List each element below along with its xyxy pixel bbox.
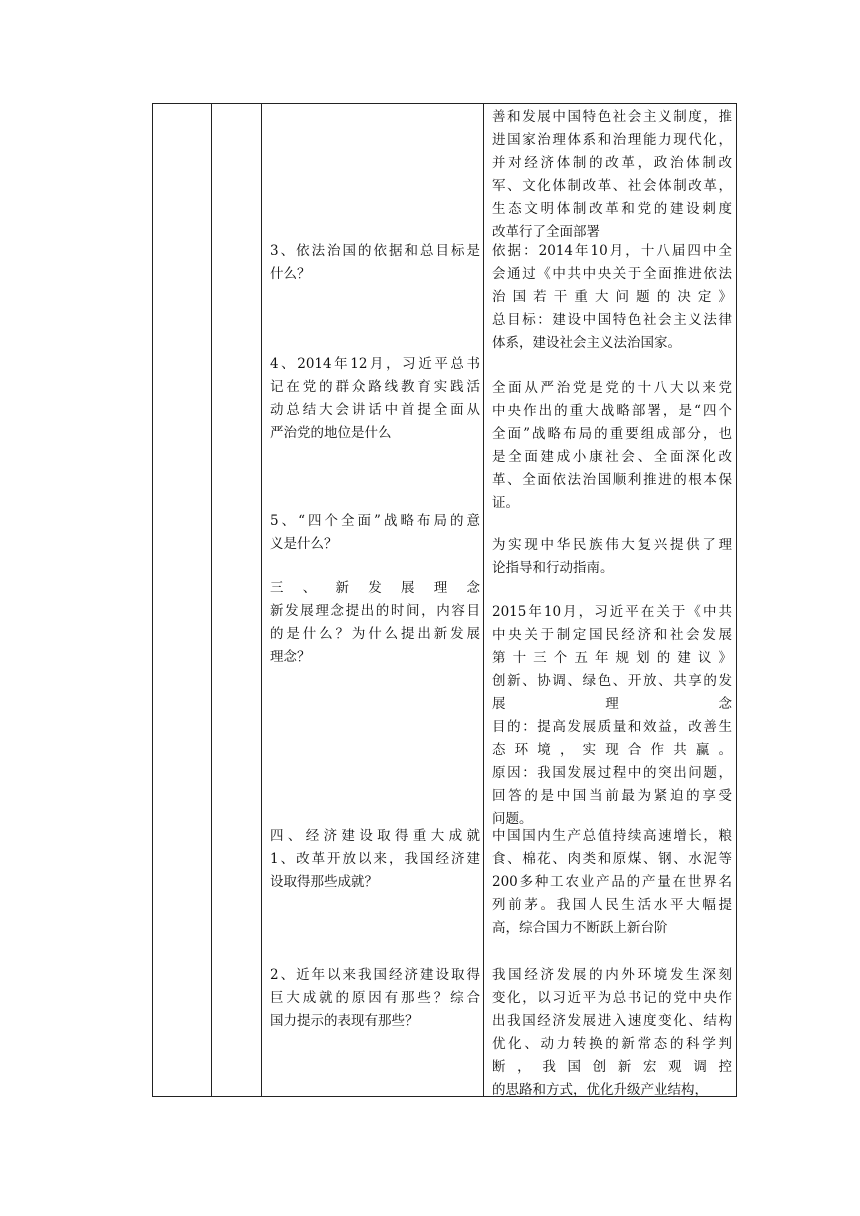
question-line: 的是什么？为什么提出新发展: [270, 626, 480, 642]
question-line: 严治党的地位是什么: [270, 425, 392, 441]
answer-line: 2015年10月，习近平在关于《中共: [492, 604, 732, 620]
column-divider: [211, 104, 212, 1096]
answer-line: 变化，以习近平为总书记的党中央作: [492, 990, 732, 1006]
column-divider: [483, 104, 484, 1096]
answer-line: 是全面建成小康社会、全面深化改: [492, 449, 732, 465]
question-line: 三、新发展理念: [270, 580, 480, 596]
question-line: 3、依法治国的依据和总目标是: [270, 243, 480, 259]
question-line: 什么？: [270, 266, 311, 282]
answer-line: 展理念: [492, 696, 732, 712]
question-line: 1、改革开放以来，我国经济建: [270, 851, 480, 867]
answer-line: 总目标：建设中国特色社会主义法律: [492, 312, 732, 328]
answer-line: 善和发展中国特色社会主义制度，推: [492, 109, 732, 125]
question-line: 5、“四个全面”战略布局的意: [270, 513, 480, 529]
answer-line: 回答的是中国当前最为紧迫的享受: [492, 788, 732, 804]
question-line: 设取得那些成就？: [270, 874, 378, 890]
answer-line: 军、文化体制改革、社会体制改革，: [492, 178, 732, 194]
question-line: 四、经济建设取得重大成就: [270, 828, 480, 844]
answer-line: 全面”战略布局的重要组成部分，也: [492, 426, 732, 442]
answer-line: 优化、动力转换的新常态的科学判: [492, 1036, 732, 1052]
answer-line: 论指导和行动指南。: [492, 560, 614, 576]
question-line: 4、2014年12月，习近平总书: [270, 356, 480, 372]
answer-line: 原因：我国发展过程中的突出问题，: [492, 765, 732, 781]
answer-line: 为实现中华民族伟大复兴提供了理: [492, 537, 732, 553]
answer-line: 会通过《中共中央关于全面推进依法: [492, 266, 732, 282]
answer-line: 我国经济发展的内外环境发生深刻: [492, 967, 732, 983]
answer-line: 体系，建设社会主义法治国家。: [492, 335, 681, 351]
question-line: 国力提示的表现有那些？: [270, 1013, 419, 1029]
column-divider: [261, 104, 262, 1096]
answer-line: 断，我国创新宏观调控: [492, 1059, 732, 1075]
answer-line: 态环境，实现合作共赢。: [492, 742, 732, 758]
answer-line: 改革行了全面部署: [492, 224, 600, 240]
answer-line: 目的：提高发展质量和效益，改善生: [492, 719, 732, 735]
answer-line: 高，综合国力不断跃上新台阶: [492, 920, 668, 936]
answer-line: 出我国经济发展进入速度变化、结构: [492, 1013, 732, 1029]
answer-line: 中央关于制定国民经济和社会发展: [492, 627, 732, 643]
question-line: 理念？: [270, 649, 311, 665]
answer-line: 革、全面依法治国顺利推进的根本保: [492, 472, 732, 488]
answer-line: 依据：2014年10月，十八届四中全: [492, 243, 732, 259]
answer-line: 全面从严治党是党的十八大以来党: [492, 380, 732, 396]
answer-line: 进国家治理体系和治理能力现代化，: [492, 132, 732, 148]
answer-line: 并对经济体制的改革，政治体制改: [492, 155, 732, 171]
question-line: 义是什么？: [270, 536, 338, 552]
answer-line: 治国若干重大问题的决定》: [492, 289, 732, 305]
question-line: 记在党的群众路线教育实践活: [270, 379, 480, 395]
answer-line: 列前茅。我国人民生活水平大幅提: [492, 897, 732, 913]
question-line: 动总结大会讲话中首提全面从: [270, 402, 480, 418]
answer-line: 第十三个五年规划的建议》: [492, 650, 732, 666]
question-line: 2、近年以来我国经济建设取得: [270, 967, 480, 983]
answer-line: 中央作出的重大战略部署，是“四个: [492, 403, 732, 419]
question-line: 巨大成就的原因有那些？综合: [270, 990, 480, 1006]
answer-line: 中国国内生产总值持续高速增长，粮: [492, 828, 732, 844]
answer-line: 的思路和方式，优化升级产业结构，: [492, 1082, 708, 1098]
answer-line: 200多种工农业产品的产量在世界名: [492, 874, 732, 890]
question-line: 新发展理念提出的时间，内容目: [270, 603, 480, 619]
answer-line: 食、棉花、肉类和原煤、钢、水泥等: [492, 851, 732, 867]
answer-line: 生态文明体制改革和党的建设刺度: [492, 201, 732, 217]
answer-line: 创新、协调、绿色、开放、共享的发: [492, 673, 732, 689]
answer-line: 证。: [492, 495, 519, 511]
answer-line: 问题。: [492, 811, 533, 827]
